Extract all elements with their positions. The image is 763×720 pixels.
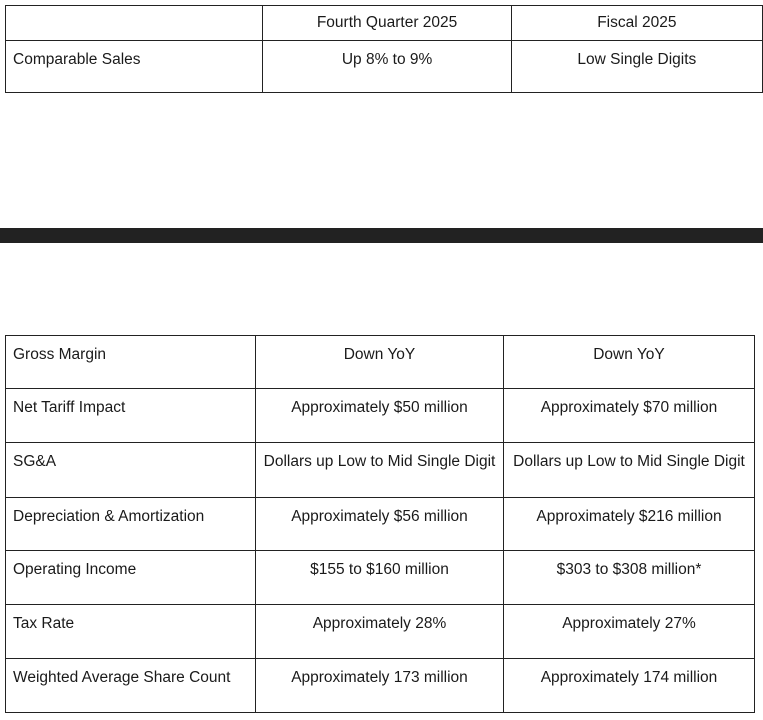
q4-value: Approximately 28%: [256, 605, 504, 659]
row-label: Tax Rate: [6, 605, 256, 659]
table-row: [6, 443, 755, 498]
fiscal-value: $303 to $308 million*: [504, 551, 755, 605]
row-label: Comparable Sales: [6, 41, 263, 93]
q4-value: $155 to $160 million: [256, 551, 504, 605]
row-label: Depreciation & Amortization: [6, 498, 256, 551]
header-cell-empty: [6, 6, 263, 41]
table-row: [6, 659, 755, 713]
header-cell-fiscal: Fiscal 2025: [511, 6, 762, 41]
row-label: Operating Income: [6, 551, 256, 605]
fiscal-value: Down YoY: [504, 336, 755, 389]
fiscal-value: Approximately 174 million: [504, 659, 755, 713]
table-row: [6, 551, 755, 605]
guidance-table: [5, 335, 755, 713]
fiscal-value: Low Single Digits: [511, 41, 762, 93]
comparable-sales-table: [5, 5, 763, 93]
table-row: [6, 605, 755, 659]
table-row: [6, 498, 755, 551]
row-label: SG&A: [6, 443, 256, 498]
row-label: Net Tariff Impact: [6, 389, 256, 443]
q4-value: Down YoY: [256, 336, 504, 389]
fiscal-value: Approximately $216 million: [504, 498, 755, 551]
q4-value: Approximately $56 million: [256, 498, 504, 551]
fiscal-value: Dollars up Low to Mid Single Digit: [504, 443, 755, 498]
table-header-row: [6, 6, 763, 41]
row-label: Gross Margin: [6, 336, 256, 389]
q4-value: Approximately $50 million: [256, 389, 504, 443]
fiscal-value: Approximately $70 million: [504, 389, 755, 443]
table-row: [6, 41, 763, 93]
q4-value: Dollars up Low to Mid Single Digit: [256, 443, 504, 498]
header-cell-q4: Fourth Quarter 2025: [263, 6, 511, 41]
q4-value: Approximately 173 million: [256, 659, 504, 713]
section-divider-bar: [0, 228, 763, 243]
table-row: [6, 336, 755, 389]
table-row: [6, 389, 755, 443]
q4-value: Up 8% to 9%: [263, 41, 511, 93]
fiscal-value: Approximately 27%: [504, 605, 755, 659]
row-label: Weighted Average Share Count: [6, 659, 256, 713]
